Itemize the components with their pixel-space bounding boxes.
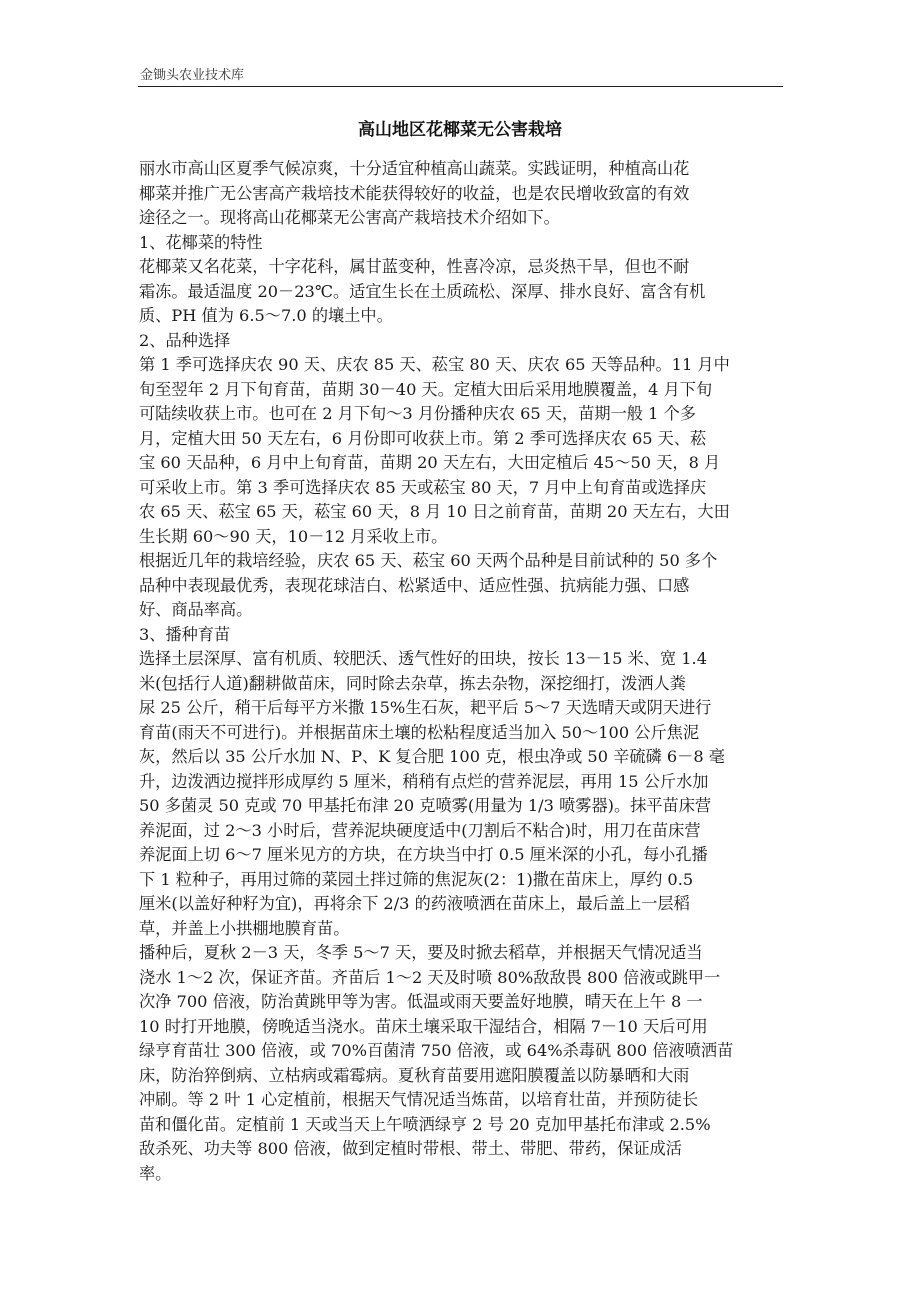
text-line: 冲刷。等 2 叶 1 心定植前，根据天气情况适当炼苗，以培育壮苗，并预防徒长	[139, 1090, 699, 1109]
text-line: 播种后，夏秋 2－3 天，冬季 5～7 天，要及时掀去稻草，并根据天气情况适当	[139, 943, 703, 962]
text-line: 厘米(以盖好种籽为宜)，再将余下 2/3 的药液喷洒在苗床上，最后盖上一层稻	[139, 894, 690, 913]
text-line: 升，边泼洒边搅拌形成厚约 5 厘米，稍稍有点烂的营养泥层，再用 15 公斤水加	[139, 771, 709, 791]
text-line: 可采收上市。第 3 季可选择庆农 85 天或菘宝 80 天，7 月中上旬育苗或选择庆	[139, 477, 707, 497]
text-line: 10 时打开地膜，傍晚适当浇水。苗床土壤采取干湿结合，相隔 7－10 天后可用	[139, 1016, 708, 1036]
text-line: 椰菜并推广无公害高产栽培技术能获得较好的收益，也是农民增收致富的有效	[139, 183, 690, 203]
section-heading: 3、播种育苗	[139, 624, 231, 644]
text-line: 生长期 60～90 天，10－12 月采收上市。	[139, 526, 448, 546]
text-line: 育苗(雨天不可进行)。并根据苗床土壤的松粘程度适当加入 50～100 公斤焦泥	[139, 722, 700, 742]
text-line: 品种中表现最优秀，表现花球洁白、松紧适中、适应性强、抗病能力强、口感	[139, 575, 690, 595]
text-line: 宝 60 天品种，6 月中上旬育苗，苗期 20 天左右，大田定植后 45～50 天，8 月	[139, 453, 721, 472]
text-line: 月，定植大田 50 天左右，6 月份即可收获上市。第 2 季可选择庆农 65 天、菘	[139, 428, 707, 448]
text-line: 床，防治猝倒病、立枯病或霜霉病。夏秋育苗要用遮阳膜覆盖以防暴晒和大雨	[139, 1065, 690, 1085]
body-text	[139, 157, 785, 1186]
text-line: 霜冻。最适温度 20－23℃。适宜生长在土质疏松、深厚、排水良好、富含有机	[139, 281, 706, 301]
text-line: 花椰菜又名花菜，十字花科，属甘蓝变种，性喜冷凉，忌炎热干旱，但也不耐	[139, 257, 690, 276]
text-line: 第 1 季可选择庆农 90 天、庆农 85 天、菘宝 80 天、庆农 65 天等品种。11 月中	[139, 355, 730, 374]
text-line: 根据近几年的栽培经验，庆农 65 天、菘宝 60 天两个品种是目前试种的 50 多个	[139, 551, 718, 570]
text-line: 米(包括行人道)翻耕做苗床，同时除去杂草，拣去杂物，深挖细打，泼洒人粪	[139, 673, 686, 693]
text-line: 质、PH 值为 6.5～7.0 的壤土中。	[139, 306, 393, 325]
page-header: 金锄头农业技术库	[140, 68, 245, 83]
header-divider	[138, 86, 783, 87]
text-line: 50 多菌灵 50 克或 70 甲基托布津 20 克喷雾(用量为 1/3 喷雾器)。抹平苗床营	[139, 796, 712, 815]
text-line: 丽水市高山区夏季气候凉爽，十分适宜种植高山蔬菜。实践证明，种植高山花	[139, 159, 690, 178]
text-line: 敌杀死、功夫等 800 倍液，做到定植时带根、带土、带肥、带药，保证成活	[139, 1139, 682, 1158]
text-line: 下 1 粒种子，再用过筛的菜园土拌过筛的焦泥灰(2：1)撒在苗床上，厚约 0.5	[139, 869, 694, 889]
document-body	[139, 157, 785, 1186]
text-line: 草，并盖上小拱棚地膜育苗。	[139, 918, 350, 938]
text-line: 途径之一。现将高山花椰菜无公害高产栽培技术介绍如下。	[139, 208, 560, 227]
text-line: 养泥面，过 2～3 小时后，营养泥块硬度适中(刀割后不粘合)时，用刀在苗床营	[139, 820, 701, 840]
text-line: 率。	[139, 1163, 172, 1183]
text-line: 灰，然后以 35 公斤水加 N、P、K 复合肥 100 克，根虫净或 50 辛硫磷 6－8 毫	[139, 747, 725, 766]
document-title: 高山地区花椰菜无公害栽培	[358, 120, 562, 140]
text-line: 浇水 1～2 次，保证齐苗。齐苗后 1～2 天及时喷 80%敌敌畏 800 倍液或跳甲一	[139, 967, 721, 987]
text-line: 可陆续收获上市。也可在 2 月下旬～3 月份播种庆农 65 天，苗期一般 1 个多	[139, 404, 696, 423]
text-line: 农 65 天、菘宝 65 天，菘宝 60 天，8 月 10 日之前育苗，苗期 20 天左右，大田	[139, 502, 730, 521]
text-line: 绿亨育苗壮 300 倍液，或 70%百菌清 750 倍液，或 64%杀毒矾 800 倍液喷洒苗	[139, 1041, 734, 1060]
text-line: 苗和僵化苗。定植前 1 天或当天上午喷洒绿亨 2 号 20 克加甲基托布津或 2.5%	[139, 1114, 711, 1134]
text-line: 尿 25 公斤，稍干后每平方米撒 15%生石灰，耙平后 5～7 天选晴天或阴天进行	[139, 698, 712, 717]
text-line: 次净 700 倍液，防治黄跳甲等为害。低温或雨天要盖好地膜，晴天在上午 8 一	[139, 992, 703, 1011]
text-line: 旬至翌年 2 月下旬育苗，苗期 30－40 天。定植大田后采用地膜覆盖，4 月下旬	[139, 379, 713, 399]
text-line: 养泥面上切 6～7 厘米见方的方块，在方块当中打 0.5 厘米深的小孔，每小孔播	[139, 845, 708, 864]
section-heading: 2、品种选择	[139, 330, 231, 350]
section-heading: 1、花椰菜的特性	[139, 232, 263, 252]
text-line: 选择土层深厚、富有机质、较肥沃、透气性好的田块，按长 13－15 米、宽 1.4	[139, 649, 707, 668]
text-line: 好、商品率高。	[139, 600, 253, 619]
